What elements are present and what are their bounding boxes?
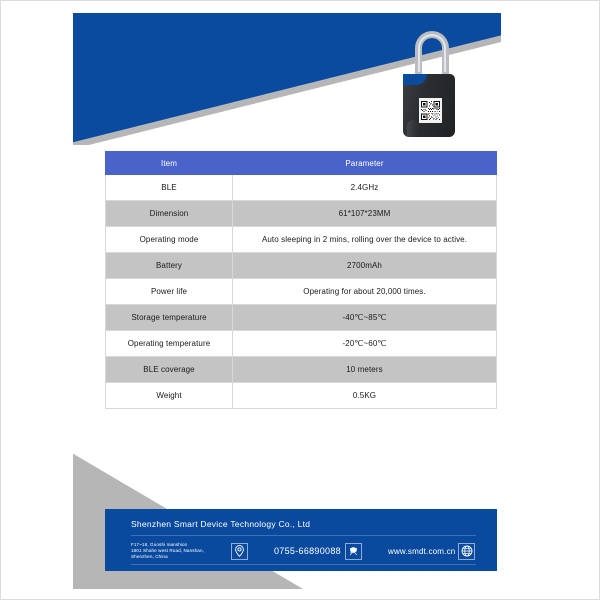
- column-header-item: Item: [106, 152, 233, 175]
- company-name: Shenzhen Smart Device Technology Co., Ltd: [131, 519, 311, 529]
- table-row: [106, 227, 497, 253]
- cell-item: Operating temperature: [106, 331, 233, 357]
- table-row: [106, 383, 497, 409]
- cell-item: Operating mode: [106, 227, 233, 253]
- footer-divider-top: [131, 535, 476, 536]
- cell-item: Weight: [106, 383, 233, 409]
- cell-item: Power life: [106, 279, 233, 305]
- footer-contact-row: [131, 540, 481, 562]
- footer-bar: [105, 509, 497, 571]
- table-row: [106, 175, 497, 201]
- address-line-2: 1801 Shahe west Road, Nanshan,: [131, 547, 204, 553]
- cell-parameter: 2.4GHz: [233, 175, 497, 201]
- cell-parameter: 0.5KG: [233, 383, 497, 409]
- globe-icon: [458, 543, 475, 560]
- cell-parameter: 2700mAh: [233, 253, 497, 279]
- table-row: [106, 201, 497, 227]
- phone-number: 0755-66890088: [274, 546, 341, 556]
- table-row: [106, 305, 497, 331]
- cell-parameter: 10 meters: [233, 357, 497, 383]
- column-header-parameter: Parameter: [233, 152, 497, 175]
- table-row: [106, 253, 497, 279]
- specification-table: [105, 151, 497, 409]
- address-line-3: Shenzhen, China: [131, 554, 168, 560]
- cell-item: Dimension: [106, 201, 233, 227]
- address-line-1: F17~18, Guoshi manshion: [131, 541, 188, 547]
- shackle-highlight: [418, 34, 446, 72]
- cell-item: Storage temperature: [106, 305, 233, 331]
- telephone-icon: [345, 543, 362, 560]
- cell-item: Battery: [106, 253, 233, 279]
- cell-item: BLE coverage: [106, 357, 233, 383]
- qr-code-label: [419, 98, 442, 123]
- cell-parameter: Auto sleeping in 2 mins, rolling over the device to active.: [233, 227, 497, 253]
- table-header: [106, 152, 497, 175]
- table-row: [106, 357, 497, 383]
- padlock-icon: [401, 31, 463, 137]
- company-address: [131, 542, 231, 561]
- table-row: [106, 331, 497, 357]
- footer-divider-bottom: [131, 564, 476, 565]
- cell-parameter: Operating for about 20,000 times.: [233, 279, 497, 305]
- website-url: www.smdt.com.cn: [387, 546, 456, 556]
- cell-parameter: -20℃~60℃: [233, 331, 497, 357]
- table-row: [106, 279, 497, 305]
- location-pin-icon: [231, 543, 248, 560]
- cell-parameter: 61*107*23MM: [233, 201, 497, 227]
- cell-item: BLE: [106, 175, 233, 201]
- table-body: [106, 175, 497, 409]
- table-header-row: [106, 152, 497, 175]
- cell-parameter: -40℃~85℃: [233, 305, 497, 331]
